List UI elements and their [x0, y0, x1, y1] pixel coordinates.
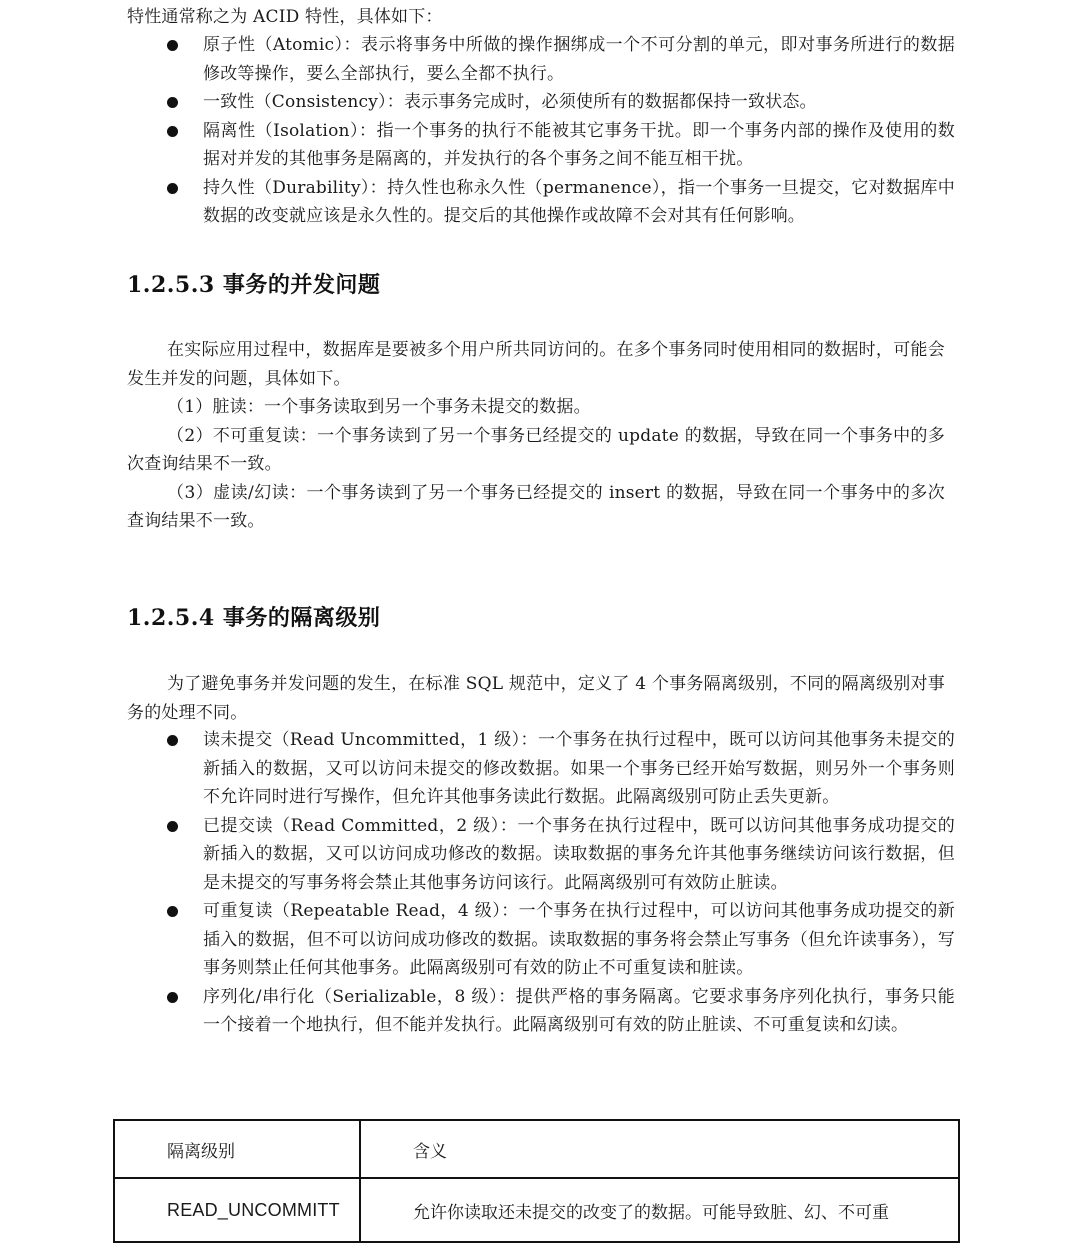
isolation-level-list	[165, 726, 955, 1040]
bullet-icon	[167, 126, 178, 137]
list-item: 持久性（Durability）：持久性也称永久性（permanence），指一个事务一旦提交，它对数据库中数据的改变就应该是永久性的。提交后的其他操作或故障不会对其有任何影响。	[165, 174, 955, 231]
bullet-icon	[167, 183, 178, 194]
table-row	[114, 1178, 959, 1242]
bullet-icon	[167, 821, 178, 832]
table-header-cell: 含义	[360, 1120, 959, 1178]
section-heading-concurrency: 1.2.5.3 事务的并发问题	[127, 272, 381, 298]
isolation-level-table	[113, 1119, 960, 1243]
concurrency-intro: 在实际应用过程中，数据库是要被多个用户所共同访问的。在多个事务同时使用相同的数据时，可能会发生并发的问题，具体如下。	[127, 340, 945, 389]
list-item: 可重复读（Repeatable Read，4 级）：一个事务在执行过程中，可以访问其他事务成功提交的新插入的数据，但不可以访问成功修改的数据。读取数据的事务将会禁止写事务（但允许读事务），写事务则禁止任何其他事务。此隔离级别可有效的防止不可重复读和脏读。	[165, 897, 955, 983]
concurrency-item-nonrepeatable-read: （2）不可重复读：一个事务读到了另一个事务已经提交的 update 的数据，导致在同一个事务中的多次查询结果不一致。	[127, 425, 945, 474]
concurrency-item-dirty-read: （1）脏读：一个事务读取到另一个事务未提交的数据。	[167, 397, 591, 417]
table-cell-meaning: 允许你读取还未提交的改变了的数据。可能导致脏、幻、不可重	[360, 1178, 959, 1242]
table-cell-level: READ_UNCOMMITT	[114, 1178, 360, 1242]
bullet-icon	[167, 906, 178, 917]
list-item: 隔离性（Isolation）：指一个事务的执行不能被其它事务干扰。即一个事务内部的操作及使用的数据对并发的其他事务是隔离的，并发执行的各个事务之间不能互相干扰。	[165, 117, 955, 174]
table-header-row	[114, 1120, 959, 1178]
acid-list	[165, 31, 955, 231]
list-item: 原子性（Atomic）：表示将事务中所做的操作捆绑成一个不可分割的单元，即对事务所进行的数据修改等操作，要么全部执行，要么全都不执行。	[165, 31, 955, 88]
bullet-icon	[167, 40, 178, 51]
list-item: 读未提交（Read Uncommitted，1 级）：一个事务在执行过程中，既可以访问其他事务未提交的新插入的数据，又可以访问未提交的修改数据。如果一个事务已经开始写数据，则另外一个事务则不允许同时进行写操作，但允许其他事务读此行数据。此隔离级别可防止丢失更新。	[165, 726, 955, 812]
table-header-cell: 隔离级别	[114, 1120, 360, 1178]
bullet-icon	[167, 735, 178, 746]
concurrency-item-phantom-read: （3）虚读/幻读：一个事务读到了另一个事务已经提交的 insert 的数据，导致在同一个事务中的多次查询结果不一致。	[127, 482, 945, 531]
list-item: 序列化/串行化（Serializable，8 级）：提供严格的事务隔离。它要求事务序列化执行，事务只能一个接着一个地执行，但不能并发执行。此隔离级别可有效的防止脏读、不可重复读和幻读。	[165, 983, 955, 1040]
isolation-intro: 为了避免事务并发问题的发生，在标准 SQL 规范中，定义了 4 个事务隔离级别，不同的隔离级别对事务的处理不同。	[127, 674, 945, 723]
bullet-icon	[167, 992, 178, 1003]
list-item: 一致性（Consistency）：表示事务完成时，必须使所有的数据都保持一致状态。	[165, 88, 955, 117]
section-heading-isolation: 1.2.5.4 事务的隔离级别	[127, 605, 381, 631]
bullet-icon	[167, 97, 178, 108]
acid-intro-line: 特性通常称之为 ACID 特性，具体如下：	[127, 7, 443, 27]
concurrency-body	[127, 336, 945, 536]
list-item: 已提交读（Read Committed，2 级）：一个事务在执行过程中，既可以访问其他事务成功提交的新插入的数据，又可以访问成功修改的数据。读取数据的事务允许其他事务继续访问该行数据，但是未提交的写事务将会禁止其他事务访问该行。此隔离级别可有效防止脏读。	[165, 812, 955, 898]
